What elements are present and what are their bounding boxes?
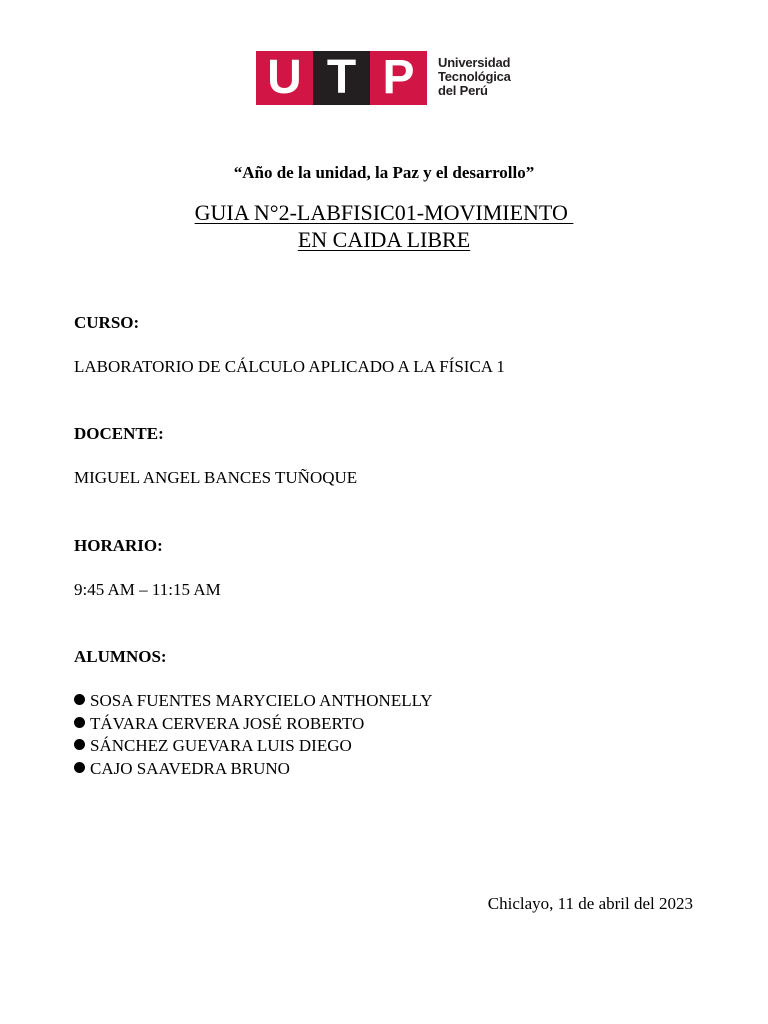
utp-logo <box>256 51 518 105</box>
student-name: TÁVARA CERVERA JOSÉ ROBERTO <box>90 713 365 733</box>
logo-text-line: Tecnológica <box>438 69 511 84</box>
teacher-label: DOCENTE: <box>74 424 164 443</box>
title-line-2: EN CAIDA LIBRE <box>297 227 471 252</box>
bullet-icon <box>74 717 85 728</box>
student-name: CAJO SAAVEDRA BRUNO <box>90 758 290 778</box>
student-name: SOSA FUENTES MARYCIELO ANTHONELLY <box>90 691 433 710</box>
schedule-value: 9:45 AM – 11:15 AM <box>74 580 221 599</box>
place-and-date: Chiclayo, 11 de abril del 2023 <box>487 894 693 913</box>
logo-letter-t: T <box>313 51 370 105</box>
logo-text-line: Universidad <box>438 55 511 70</box>
course-value: LABORATORIO DE CÁLCULO APLICADO A LA FÍSICA 1 <box>74 357 505 376</box>
list-item <box>74 713 433 736</box>
list-item <box>74 690 433 713</box>
title-line-1: GUIA N°2-LABFISIC01-MOVIMIENTO <box>194 200 574 225</box>
year-motto: “Año de la unidad, la Paz y el desarrollo” <box>233 163 535 182</box>
schedule-label: HORARIO: <box>74 536 163 555</box>
document-title <box>0 199 768 253</box>
logo-text-line: del Perú <box>438 83 488 98</box>
bullet-icon <box>74 694 85 705</box>
student-name: SÁNCHEZ GUEVARA LUIS DIEGO <box>90 736 352 755</box>
list-item <box>74 758 433 781</box>
course-label: CURSO: <box>74 313 140 332</box>
bullet-icon <box>74 762 85 773</box>
logo-letter-u: U <box>256 51 313 105</box>
logo-letter-p: P <box>370 51 427 105</box>
list-item <box>74 735 433 758</box>
teacher-value: MIGUEL ANGEL BANCES TUÑOQUE <box>74 468 358 487</box>
logo-university-name <box>438 56 511 98</box>
students-list <box>74 690 433 780</box>
students-label: ALUMNOS: <box>74 647 167 666</box>
bullet-icon <box>74 739 85 750</box>
